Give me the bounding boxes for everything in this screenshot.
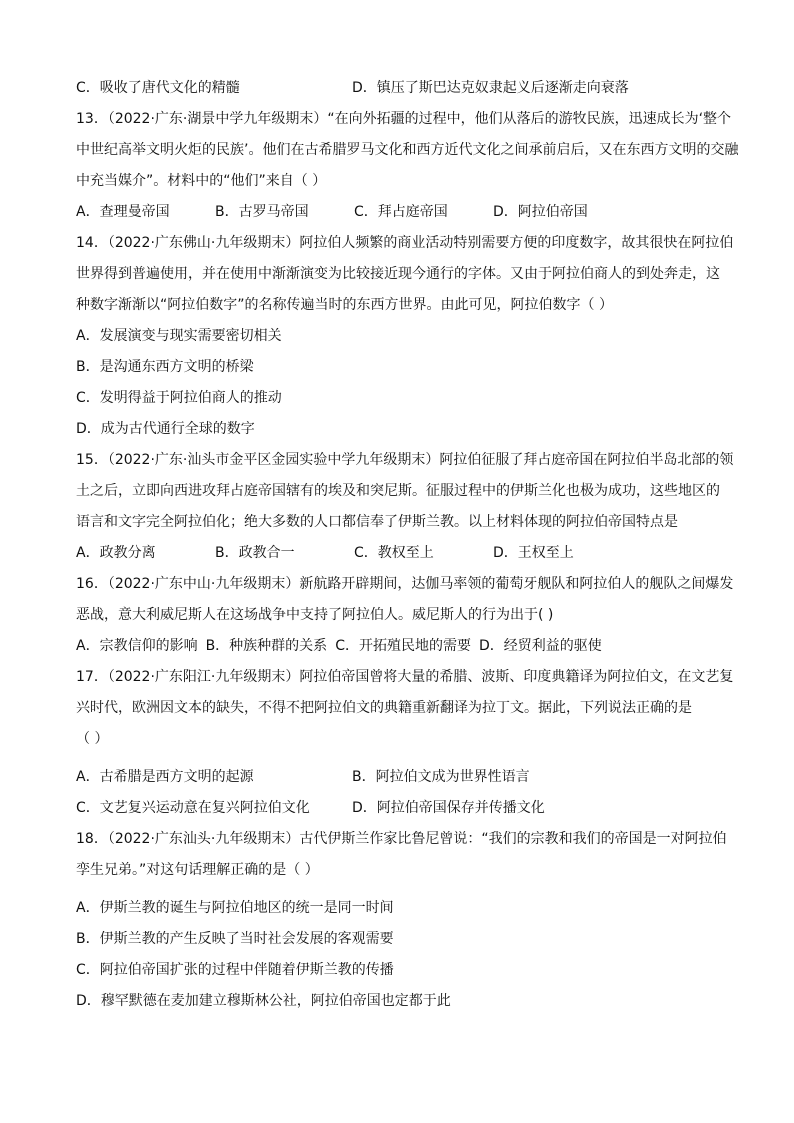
q13-option-c[interactable]: C．拜占庭帝国	[354, 204, 448, 220]
q15-option-a[interactable]: A．政教分离	[76, 545, 156, 561]
q15-option-d[interactable]: D．王权至上	[493, 545, 574, 561]
q13-stem-line-2: 中世纪高举文明火炬的民族’。他们在古希腊罗马文化和西方近代文化之间承前启后，又在东西方文明的交融	[76, 142, 739, 158]
q17-options-row-2	[76, 798, 724, 818]
question-15	[76, 450, 734, 563]
q16-stem-line-1: 16．（2022·广东中山·九年级期末）新航路开辟期间，达伽马率领的葡萄牙舰队和阿拉伯人的舰队之间爆发	[76, 576, 734, 592]
q13-stem-line-3: 中充当媒介”。材料中的“他们”来自（ ）	[76, 173, 327, 189]
q17-options-row-1	[76, 767, 724, 787]
q12-option-c[interactable]: C．吸收了唐代文化的精髓	[76, 80, 240, 96]
q14-option-d[interactable]: D．成为古代通行全球的数字	[76, 421, 255, 437]
question-13	[76, 109, 739, 222]
q18-option-c[interactable]: C．阿拉伯帝国扩张的过程中伴随着伊斯兰教的传播	[76, 962, 394, 978]
q15-stem-line-1: 15．（2022·广东·汕头市金平区金园实验中学九年级期末）阿拉伯征服了拜占庭帝国在阿拉伯半岛北部的领	[76, 452, 734, 468]
q14-stem-line-3: 种数字渐渐以“阿拉伯数字”的名称传遍当时的东西方世界。由此可见，阿拉伯数字（ ）	[76, 297, 613, 313]
exam-page	[76, 78, 739, 1022]
q17-option-a[interactable]: A．古希腊是西方文明的起源	[76, 769, 254, 785]
q17-option-d[interactable]: D．阿拉伯帝国保存并传播文化	[352, 800, 545, 816]
q14-option-c[interactable]: C．发明得益于阿拉伯商人的推动	[76, 390, 282, 406]
q13-option-a[interactable]: A．查理曼帝国	[76, 204, 170, 220]
q12-options	[76, 78, 724, 98]
q15-stem-line-3: 语言和文字完全阿拉伯化；绝大多数的人口都信奉了伊斯兰教。以上材料体现的阿拉伯帝国特点是	[76, 514, 678, 530]
question-16	[76, 574, 734, 656]
q18-stem-line-1: 18．（2022·广东汕头·九年级期末）古代伊斯兰作家比鲁尼曾说：“我们的宗教和我们的帝国是一对阿拉伯	[76, 831, 727, 847]
q16-option-c[interactable]: C．开拓殖民地的需要	[335, 638, 471, 654]
q16-stem-line-2: 恶战，意大利威尼斯人在这场战争中支持了阿拉伯人。威尼斯人的行为出于( )	[76, 607, 554, 623]
q17-stem-line-1: 17．（2022·广东阳江·九年级期末）阿拉伯帝国曾将大量的希腊、波斯、印度典籍译为阿拉伯文，在文艺复	[76, 669, 734, 685]
q14-option-b[interactable]: B．是沟通东西方文明的桥梁	[76, 359, 254, 375]
q15-options	[76, 543, 724, 563]
q16-option-a[interactable]: A．宗教信仰的影响	[76, 638, 198, 654]
q15-option-b[interactable]: B．政教合一	[215, 545, 295, 561]
q14-stem-line-1: 14．（2022·广东佛山·九年级期末）阿拉伯人频繁的商业活动特别需要方便的印度数字，故其很快在阿拉伯	[76, 235, 734, 251]
q13-stem-line-1: 13．（2022·广东·湖景中学九年级期末）“在向外拓疆的过程中，他们从落后的游牧民族，迅速成长为‘整个	[76, 111, 732, 127]
q15-option-c[interactable]: C．教权至上	[354, 545, 434, 561]
question-18	[76, 829, 727, 1011]
q15-stem-line-2: 土之后，立即向西进攻拜占庭帝国辖有的埃及和突尼斯。征服过程中的伊斯兰化也极为成功，这些地区的	[76, 483, 720, 499]
question-14	[76, 233, 734, 439]
q18-option-b[interactable]: B．伊斯兰教的产生反映了当时社会发展的客观需要	[76, 931, 394, 947]
question-17	[76, 667, 734, 818]
q14-option-a[interactable]: A．发展演变与现实需要密切相关	[76, 328, 282, 344]
q12-option-d[interactable]: D．镇压了斯巴达克奴隶起义后逐渐走向衰落	[352, 80, 629, 96]
q16-options	[76, 636, 724, 656]
q13-option-d[interactable]: D．阿拉伯帝国	[493, 204, 588, 220]
q17-option-c[interactable]: C．文艺复兴运动意在复兴阿拉伯文化	[76, 800, 310, 816]
q14-stem-line-2: 世界得到普遍使用，并在使用中渐渐演变为比较接近现今通行的字体。又由于阿拉伯商人的到处奔走，这	[76, 266, 720, 282]
q18-option-d[interactable]: D．穆罕默德在麦加建立穆斯林公社，阿拉伯帝国也定都于此	[76, 993, 451, 1009]
q13-options	[76, 202, 724, 222]
q17-stem-line-3: （ ）	[76, 731, 109, 747]
q18-option-a[interactable]: A．伊斯兰教的诞生与阿拉伯地区的统一是同一时间	[76, 900, 394, 916]
q18-stem-line-2: 孪生兄弟。”对这句话理解正确的是（ ）	[76, 862, 319, 878]
q13-option-b[interactable]: B．古罗马帝国	[215, 204, 309, 220]
q17-option-b[interactable]: B．阿拉伯文成为世界性语言	[352, 769, 530, 785]
q17-stem-line-2: 兴时代，欧洲因文本的缺失，不得不把阿拉伯文的典籍重新翻译为拉丁文。据此，下列说法正确的是	[76, 700, 692, 716]
q16-option-b[interactable]: B．种族种群的关系	[205, 638, 328, 654]
q16-option-d[interactable]: D．经贸利益的驱使	[478, 638, 602, 654]
